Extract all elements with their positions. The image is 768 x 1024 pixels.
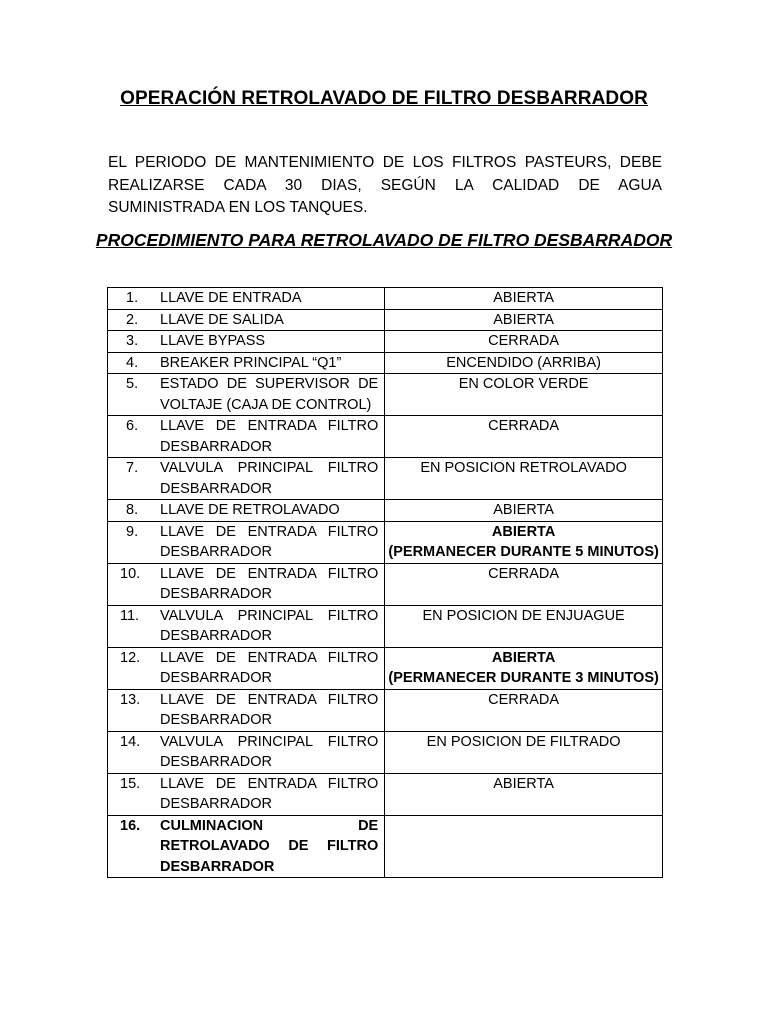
table-row (108, 331, 663, 353)
step-number: 15. (120, 775, 141, 792)
status-cell (385, 309, 663, 331)
status-text: CERRADA (488, 333, 560, 349)
step-cell (108, 605, 385, 647)
step-cell (108, 458, 385, 500)
status-cell (385, 647, 663, 689)
status-cell (385, 374, 663, 416)
step-cell (108, 689, 385, 731)
status-cell (385, 458, 663, 500)
step-cell (108, 374, 385, 416)
table-row (108, 689, 663, 731)
step-cell (108, 647, 385, 689)
status-cell (385, 773, 663, 815)
status-text: CERRADA (488, 418, 560, 434)
procedure-table (107, 287, 663, 878)
status-cell (385, 815, 663, 878)
step-label: LLAVE DE ENTRADA FILTRO DESBARRADOR (160, 775, 379, 812)
status-text: EN POSICION RETROLAVADO (420, 460, 627, 476)
step-label: LLAVE DE ENTRADA FILTRO DESBARRADOR (160, 418, 379, 455)
status-text: ABIERTA (491, 523, 556, 540)
step-number: 12. (120, 649, 141, 666)
step-label: VALVULA PRINCIPAL FILTRO DESBARRADOR (160, 460, 379, 497)
step-label: LLAVE DE ENTRADA (160, 290, 302, 306)
table-row (108, 647, 663, 689)
table-row (108, 374, 663, 416)
table-row (108, 563, 663, 605)
table-row (108, 309, 663, 331)
step-label: VALVULA PRINCIPAL FILTRO DESBARRADOR (160, 607, 379, 644)
intro-paragraph: EL PERIODO DE MANTENIMIENTO DE LOS FILTROS PASTEURS, DEBE REALIZARSE CADA 30 DIAS, SEGÚN LA CALIDAD DE AGUA SUMINISTRADA EN LOS TANQUES. (108, 154, 662, 216)
step-number: 14. (120, 733, 141, 750)
step-label: LLAVE DE ENTRADA FILTRO DESBARRADOR (160, 691, 379, 728)
status-cell (385, 288, 663, 310)
step-label: LLAVE DE RETROLAVADO (160, 502, 340, 518)
status-text: EN POSICION DE ENJUAGUE (422, 607, 625, 624)
step-number: 10. (120, 565, 141, 582)
status-cell (385, 689, 663, 731)
table-row (108, 288, 663, 310)
status-text: ABIERTA (491, 649, 556, 666)
step-cell (108, 500, 385, 522)
step-number: 5. (126, 376, 139, 392)
step-label: LLAVE DE ENTRADA FILTRO DESBARRADOR (160, 523, 379, 560)
table-row (108, 352, 663, 374)
step-number: 2. (126, 311, 139, 328)
status-cell (385, 331, 663, 353)
step-label: VALVULA PRINCIPAL FILTRO DESBARRADOR (160, 733, 379, 770)
table-row (108, 500, 663, 522)
status-text: ENCENDIDO (ARRIBA) (446, 354, 601, 371)
step-number: 13. (120, 691, 141, 708)
step-cell (108, 288, 385, 310)
step-cell (108, 773, 385, 815)
table-row (108, 815, 663, 878)
step-number: 16. (120, 817, 141, 834)
step-cell (108, 416, 385, 458)
status-note: (PERMANECER DURANTE 5 MINUTOS) (388, 544, 659, 560)
status-text: CERRADA (488, 691, 560, 708)
status-text: EN COLOR VERDE (458, 376, 589, 392)
table-row (108, 731, 663, 773)
table-row (108, 458, 663, 500)
status-cell (385, 500, 663, 522)
step-label: BREAKER PRINCIPAL “Q1” (160, 354, 342, 371)
step-label: LLAVE DE ENTRADA FILTRO DESBARRADOR (160, 649, 379, 686)
step-number: 9. (126, 523, 139, 540)
step-cell (108, 731, 385, 773)
status-cell (385, 352, 663, 374)
table-row (108, 416, 663, 458)
step-number: 1. (126, 290, 139, 306)
table-row (108, 605, 663, 647)
step-cell (108, 331, 385, 353)
step-number: 11. (120, 607, 140, 624)
status-text: ABIERTA (493, 311, 554, 328)
step-number: 7. (126, 460, 139, 476)
status-cell (385, 731, 663, 773)
document-title: OPERACIÓN RETROLAVADO DE FILTRO DESBARRADOR (120, 88, 648, 109)
status-text: EN POSICION DE FILTRADO (426, 733, 621, 750)
step-cell (108, 563, 385, 605)
step-number: 6. (126, 418, 139, 434)
step-label: LLAVE DE SALIDA (160, 311, 284, 328)
status-text: CERRADA (488, 565, 560, 582)
step-number: 8. (126, 502, 139, 518)
status-text: ABIERTA (493, 502, 554, 518)
procedure-title: PROCEDIMIENTO PARA RETROLAVADO DE FILTRO DESBARRADOR (95, 230, 673, 250)
step-number: 3. (126, 333, 139, 349)
table-row (108, 521, 663, 563)
step-label: CULMINACION DE RETROLAVADO DE FILTRO DESBARRADOR (160, 817, 379, 875)
status-note: (PERMANECER DURANTE 3 MINUTOS) (388, 670, 659, 686)
step-number: 4. (126, 354, 139, 371)
status-text: ABIERTA (493, 775, 554, 792)
step-cell (108, 352, 385, 374)
step-cell (108, 521, 385, 563)
step-label: LLAVE DE ENTRADA FILTRO DESBARRADOR (160, 565, 379, 602)
step-cell (108, 815, 385, 878)
step-cell (108, 309, 385, 331)
status-cell (385, 416, 663, 458)
status-cell (385, 521, 663, 563)
status-cell (385, 605, 663, 647)
table-row (108, 773, 663, 815)
status-cell (385, 563, 663, 605)
step-label: LLAVE BYPASS (160, 333, 266, 349)
status-text: ABIERTA (493, 290, 554, 306)
step-label: ESTADO DE SUPERVISOR DE VOLTAJE (CAJA DE CONTROL) (160, 376, 379, 413)
